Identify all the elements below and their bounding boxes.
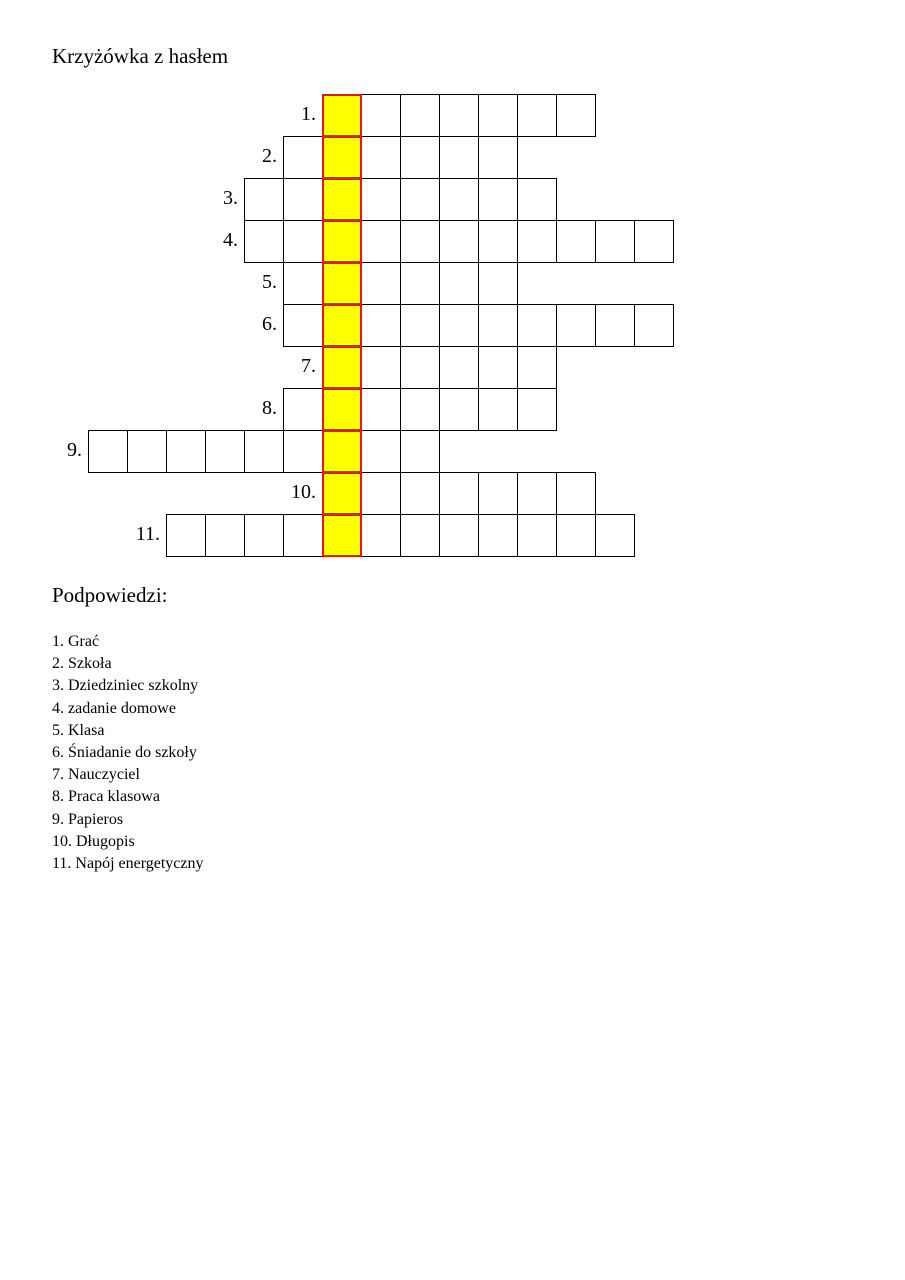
letter-cell[interactable] [478, 514, 518, 557]
letter-cell[interactable] [439, 388, 479, 431]
letter-cell[interactable] [400, 220, 440, 263]
row-number: 5. [262, 271, 277, 293]
hint-item: 8. Praca klasowa [52, 788, 160, 806]
letter-cell[interactable] [283, 178, 323, 221]
key-cell[interactable] [322, 346, 362, 389]
letter-cell[interactable] [478, 262, 518, 305]
letter-cell[interactable] [361, 388, 401, 431]
letter-cell[interactable] [361, 262, 401, 305]
letter-cell[interactable] [127, 430, 167, 473]
crossword-grid [0, 0, 905, 600]
letter-cell[interactable] [361, 430, 401, 473]
key-cell[interactable] [322, 514, 362, 557]
hint-item: 5. Klasa [52, 721, 105, 739]
key-cell[interactable] [322, 304, 362, 347]
letter-cell[interactable] [400, 262, 440, 305]
letter-cell[interactable] [283, 514, 323, 557]
letter-cell[interactable] [478, 304, 518, 347]
letter-cell[interactable] [478, 220, 518, 263]
letter-cell[interactable] [361, 304, 401, 347]
hint-item: 2. Szkoła [52, 655, 112, 673]
hint-item: 9. Papieros [52, 810, 124, 828]
letter-cell[interactable] [556, 220, 596, 263]
key-cell[interactable] [322, 220, 362, 263]
letter-cell[interactable] [556, 514, 596, 557]
key-cell[interactable] [322, 472, 362, 515]
letter-cell[interactable] [556, 304, 596, 347]
letter-cell[interactable] [517, 346, 557, 389]
hints-heading: Podpowiedzi: [52, 583, 168, 607]
key-cell[interactable] [322, 430, 362, 473]
letter-cell[interactable] [517, 178, 557, 221]
letter-cell[interactable] [439, 514, 479, 557]
letter-cell[interactable] [400, 178, 440, 221]
key-cell[interactable] [322, 136, 362, 179]
letter-cell[interactable] [244, 178, 284, 221]
letter-cell[interactable] [361, 514, 401, 557]
letter-cell[interactable] [244, 514, 284, 557]
hint-item: 4. zadanie domowe [52, 699, 176, 717]
letter-cell[interactable] [400, 430, 440, 473]
letter-cell[interactable] [205, 430, 245, 473]
key-cell[interactable] [322, 94, 362, 137]
letter-cell[interactable] [439, 178, 479, 221]
letter-cell[interactable] [283, 136, 323, 179]
row-number: 2. [262, 145, 277, 167]
letter-cell[interactable] [283, 304, 323, 347]
hints-list [52, 631, 204, 875]
key-cell[interactable] [322, 178, 362, 221]
letter-cell[interactable] [400, 388, 440, 431]
row-number: 10. [291, 481, 316, 503]
letter-cell[interactable] [166, 430, 206, 473]
letter-cell[interactable] [478, 388, 518, 431]
letter-cell[interactable] [166, 514, 206, 557]
letter-cell[interactable] [634, 304, 674, 347]
row-number: 9. [67, 439, 82, 461]
letter-cell[interactable] [283, 388, 323, 431]
letter-cell[interactable] [439, 346, 479, 389]
letter-cell[interactable] [478, 472, 518, 515]
row-number: 1. [301, 103, 316, 125]
letter-cell[interactable] [439, 136, 479, 179]
letter-cell[interactable] [400, 304, 440, 347]
letter-cell[interactable] [595, 304, 635, 347]
letter-cell[interactable] [400, 472, 440, 515]
letter-cell[interactable] [517, 304, 557, 347]
letter-cell[interactable] [595, 220, 635, 263]
letter-cell[interactable] [361, 472, 401, 515]
row-number: 8. [262, 397, 277, 419]
letter-cell[interactable] [400, 514, 440, 557]
row-number: 7. [301, 355, 316, 377]
letter-cell[interactable] [517, 220, 557, 263]
letter-cell[interactable] [478, 178, 518, 221]
letter-cell[interactable] [283, 220, 323, 263]
letter-cell[interactable] [478, 94, 518, 137]
letter-cell[interactable] [361, 220, 401, 263]
letter-cell[interactable] [439, 262, 479, 305]
letter-cell[interactable] [361, 178, 401, 221]
key-cell[interactable] [322, 388, 362, 431]
letter-cell[interactable] [361, 346, 401, 389]
letter-cell[interactable] [400, 94, 440, 137]
hint-item: 1. Grać [52, 633, 100, 650]
letter-cell[interactable] [244, 220, 284, 263]
letter-cell[interactable] [556, 472, 596, 515]
letter-cell[interactable] [283, 430, 323, 473]
letter-cell[interactable] [517, 472, 557, 515]
hint-item: 3. Dziedziniec szkolny [52, 677, 199, 695]
page-title: Krzyżówka z hasłem [52, 44, 229, 68]
letter-cell[interactable] [244, 430, 284, 473]
letter-cell[interactable] [556, 94, 596, 137]
hint-item: 10. Długopis [52, 832, 135, 850]
letter-cell[interactable] [517, 94, 557, 137]
row-number: 3. [223, 187, 238, 209]
letter-cell[interactable] [283, 262, 323, 305]
letter-cell[interactable] [400, 346, 440, 389]
hint-item: 7. Nauczyciel [52, 766, 140, 784]
letter-cell[interactable] [517, 514, 557, 557]
letter-cell[interactable] [478, 136, 518, 179]
letter-cell[interactable] [439, 220, 479, 263]
letter-cell[interactable] [88, 430, 128, 473]
hint-item: 11. Napój energetyczny [52, 854, 204, 872]
letter-cell[interactable] [517, 388, 557, 431]
letter-cell[interactable] [400, 136, 440, 179]
letter-cell[interactable] [361, 94, 401, 137]
letter-cell[interactable] [361, 136, 401, 179]
key-cell[interactable] [322, 262, 362, 305]
letter-cell[interactable] [205, 514, 245, 557]
letter-cell[interactable] [634, 220, 674, 263]
row-number: 6. [262, 313, 277, 335]
letter-cell[interactable] [595, 514, 635, 557]
row-number: 11. [135, 523, 160, 545]
row-number: 4. [223, 229, 238, 251]
letter-cell[interactable] [439, 472, 479, 515]
hint-item: 6. Śniadanie do szkoły [52, 743, 197, 761]
letter-cell[interactable] [439, 304, 479, 347]
letter-cell[interactable] [439, 94, 479, 137]
letter-cell[interactable] [478, 346, 518, 389]
